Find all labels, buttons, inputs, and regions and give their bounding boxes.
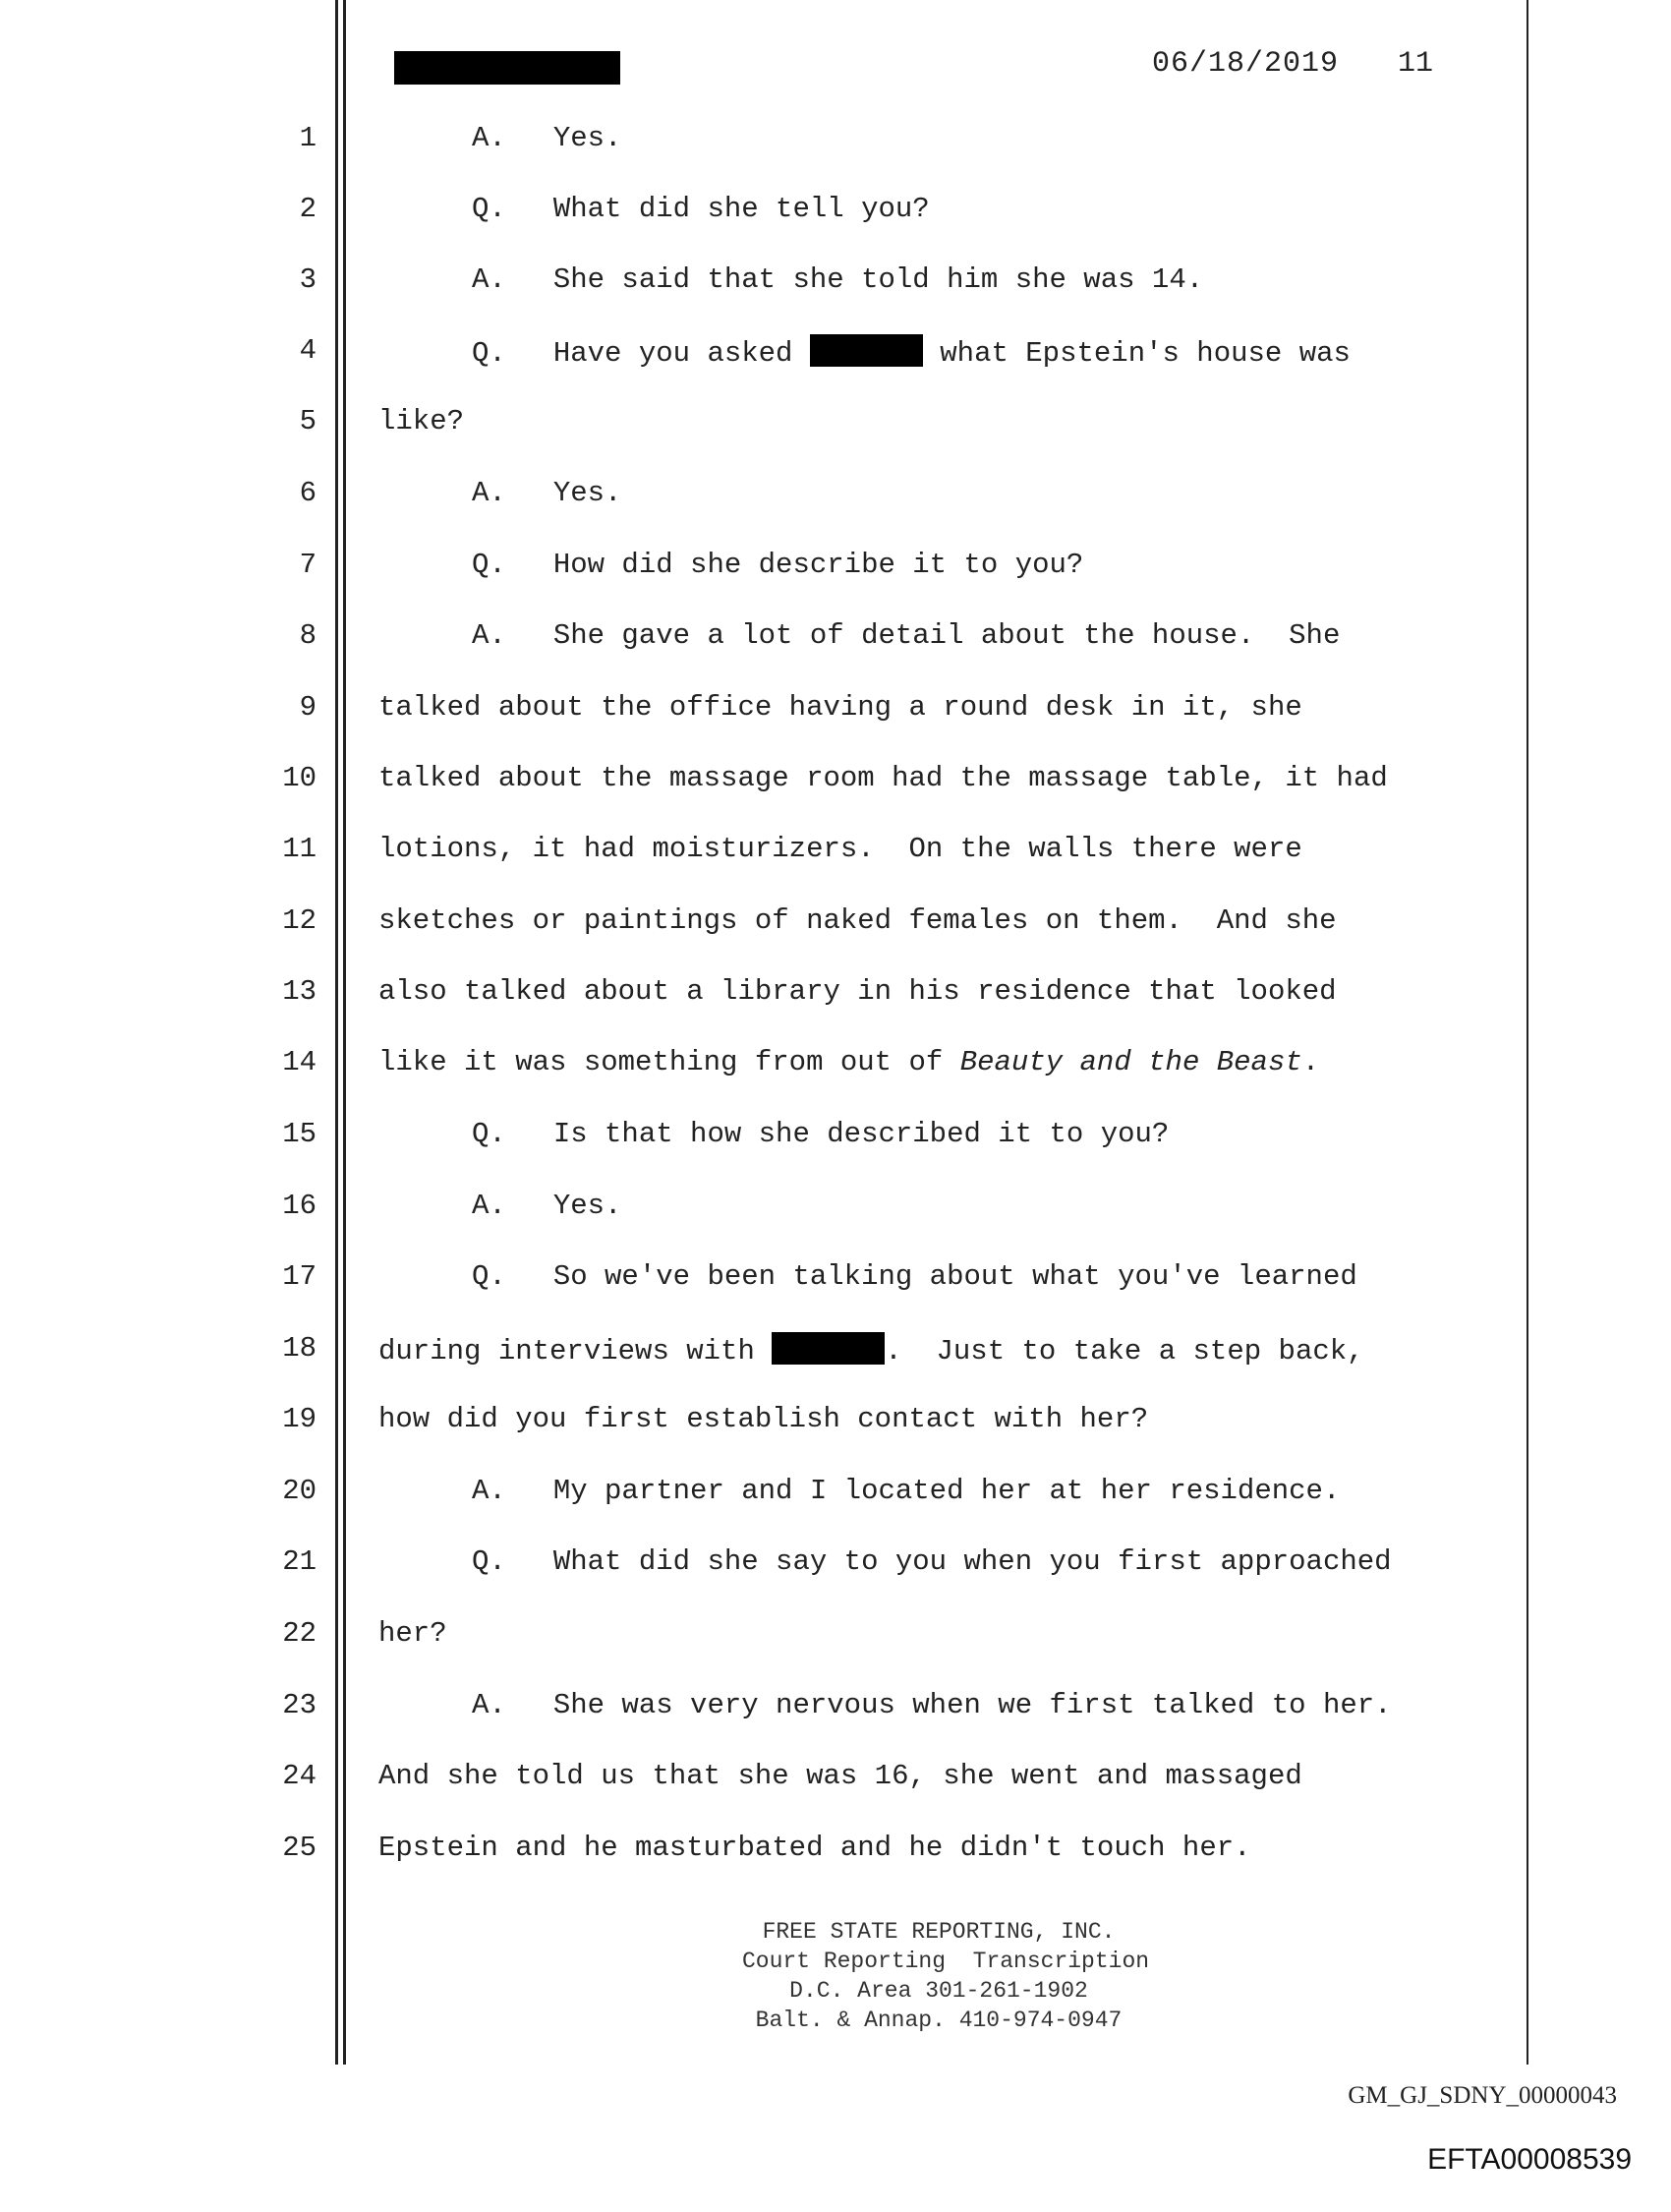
left-margin-rule (335, 0, 338, 2065)
transcript-line (0, 1118, 1671, 1157)
transcript-line (0, 833, 1671, 872)
line-text: A. Yes. (472, 1190, 622, 1222)
line-text: A. My partner and I located her at her residence. (472, 1475, 1341, 1507)
bates-number: GM_GJ_SDNY_00000043 (1348, 2082, 1617, 2109)
line-number: 15 (282, 1118, 317, 1150)
right-margin-rule (1527, 0, 1528, 2065)
line-number: 24 (282, 1760, 317, 1792)
transcript-line (0, 691, 1671, 730)
left-margin-rule-inner (343, 0, 346, 2065)
line-number: 6 (299, 477, 317, 509)
italic-title: Beauty and the Beast (959, 1046, 1302, 1078)
transcript-line (0, 1332, 1671, 1371)
header-redaction (394, 51, 620, 85)
transcript-line (0, 405, 1671, 444)
transcript-line (0, 904, 1671, 944)
line-number: 23 (282, 1689, 317, 1721)
line-text: like? (378, 405, 465, 437)
line-number: 10 (282, 762, 317, 794)
line-text: talked about the massage room had the massage table, it had (378, 762, 1388, 794)
transcript-line (0, 1832, 1671, 1871)
line-text: Q. What did she say to you when you first approached (472, 1545, 1392, 1578)
line-number: 1 (299, 122, 317, 154)
line-text: A. She was very nervous when we first talked to her. (472, 1689, 1392, 1721)
reporter-footer (0, 1917, 1671, 2035)
line-text: like it was something from out of Beauty and the Beast. (378, 1046, 1320, 1078)
transcript-line (0, 762, 1671, 801)
line-text: sketches or paintings of naked females on them. And she (378, 904, 1337, 937)
line-number: 9 (299, 691, 317, 724)
transcript-line (0, 1403, 1671, 1442)
transcript-line (0, 1545, 1671, 1585)
line-number: 3 (299, 263, 317, 296)
transcript-line (0, 1260, 1671, 1300)
line-text: also talked about a library in his residence that looked (378, 975, 1337, 1008)
footer-company: FREE STATE REPORTING, INC. (762, 1919, 1116, 1945)
line-number: 17 (282, 1260, 317, 1293)
line-number: 18 (282, 1332, 317, 1365)
line-text: her? (378, 1617, 447, 1650)
line-number: 14 (282, 1046, 317, 1078)
line-text: And she told us that she was 16, she went and massaged (378, 1760, 1302, 1792)
transcript-line (0, 549, 1671, 588)
transcript-line (0, 1760, 1671, 1799)
transcript-line (0, 477, 1671, 516)
transcript-line (0, 975, 1671, 1015)
line-text: how did you first establish contact with her? (378, 1403, 1149, 1435)
footer-balt-phone: Balt. & Annap. 410-974-0947 (755, 2008, 1123, 2033)
line-number: 7 (299, 549, 317, 581)
line-number: 20 (282, 1475, 317, 1507)
line-number: 5 (299, 405, 317, 437)
header-date: 06/18/2019 (1152, 47, 1340, 81)
line-number: 22 (282, 1617, 317, 1650)
line-number: 12 (282, 904, 317, 937)
line-text: Q. So we've been talking about what you've learned (472, 1260, 1357, 1293)
transcript-line (0, 619, 1671, 659)
line-number: 25 (282, 1832, 317, 1864)
line-number: 8 (299, 619, 317, 652)
line-number: 2 (299, 193, 317, 225)
line-number: 19 (282, 1403, 317, 1435)
line-number: 13 (282, 975, 317, 1008)
line-text: Q. How did she describe it to you? (472, 549, 1084, 581)
line-number: 16 (282, 1190, 317, 1222)
line-number: 11 (282, 833, 317, 865)
name-redaction (772, 1332, 885, 1365)
line-text: during interviews with . Just to take a step back, (378, 1332, 1364, 1368)
name-redaction (810, 334, 923, 367)
header-page-number: 11 (1398, 47, 1434, 81)
line-text: lotions, it had moisturizers. On the walls there were (378, 833, 1302, 865)
line-text: Epstein and he masturbated and he didn't touch her. (378, 1832, 1251, 1864)
transcript-line (0, 1617, 1671, 1657)
footer-services: Court Reporting Transcription (742, 1949, 1150, 1974)
transcript-line (0, 1475, 1671, 1514)
line-text: Q. Have you asked what Epstein's house was (472, 334, 1351, 370)
line-text: A. Yes. (472, 477, 622, 509)
line-number: 21 (282, 1545, 317, 1578)
line-text: A. She gave a lot of detail about the house. She (472, 619, 1341, 652)
transcript-line (0, 1190, 1671, 1229)
transcript-line (0, 263, 1671, 303)
line-number: 4 (299, 334, 317, 367)
line-text: Q. Is that how she described it to you? (472, 1118, 1170, 1150)
line-text: talked about the office having a round desk in it, she (378, 691, 1302, 724)
transcript-line (0, 193, 1671, 232)
efta-number: EFTA00008539 (1427, 2143, 1632, 2176)
transcript-line (0, 1046, 1671, 1085)
line-text: A. She said that she told him she was 14. (472, 263, 1204, 296)
footer-dc-phone: D.C. Area 301-261-1902 (789, 1978, 1088, 2004)
transcript-line (0, 334, 1671, 374)
line-text: A. Yes. (472, 122, 622, 154)
transcript-line (0, 122, 1671, 161)
transcript-line (0, 1689, 1671, 1728)
line-text: Q. What did she tell you? (472, 193, 930, 225)
